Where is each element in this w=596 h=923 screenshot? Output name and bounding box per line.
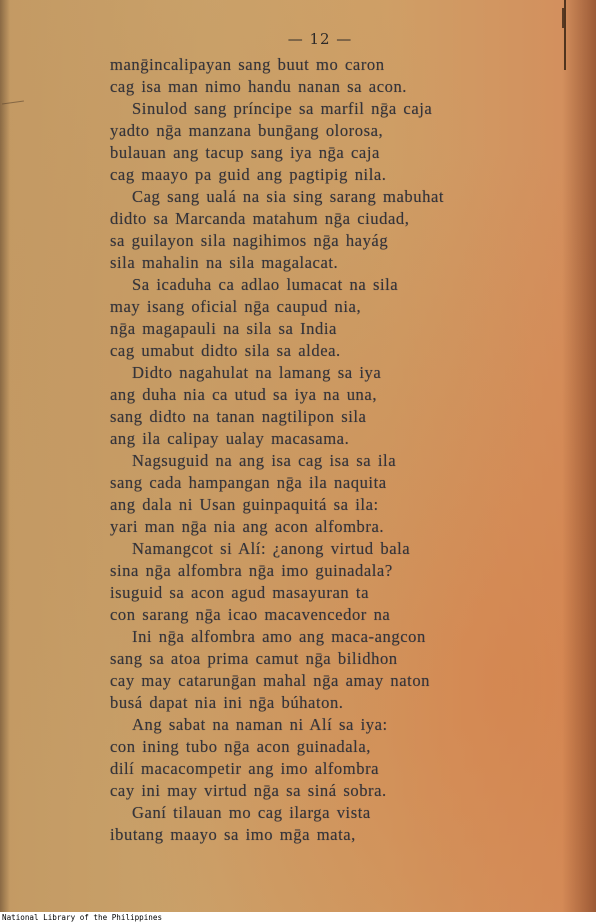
text-line: cay may catarunḡan mahal nḡa amay naton	[110, 671, 431, 690]
text-line: sila mahalin na sila magalacat.	[110, 253, 339, 272]
text-line: cag umabut didto sila sa aldea.	[110, 341, 341, 360]
text-line: Ganí tilauan mo cag ilarga vista	[132, 803, 371, 822]
text-line: busá dapat nia ini nḡa búhaton.	[110, 693, 344, 712]
text-line: sina nḡa alfombra nḡa imo guinadala?	[110, 561, 393, 580]
text-line: isuguid sa acon agud masayuran ta	[110, 583, 370, 602]
text-line: Ang sabat na naman ni Alí sa iya:	[132, 715, 388, 734]
text-line: Sa icaduha ca adlao lumacat na sila	[132, 275, 399, 294]
library-credit: National Library of the Philippines	[0, 912, 596, 923]
text-line: ang ila calipay ualay macasama.	[110, 429, 350, 448]
text-line: nḡa magapauli na sila sa India	[110, 319, 337, 338]
text-line: Sinulod sang príncipe sa marfil nḡa caja	[132, 99, 433, 118]
text-line: Nagsuguid na ang isa cag isa sa ila	[132, 451, 397, 470]
text-line: Cag sang ualá na sia sing sarang mabuhat	[132, 187, 445, 206]
text-line: didto sa Marcanda matahum nḡa ciudad,	[110, 209, 410, 228]
text-line: dilí macacompetir ang imo alfombra	[110, 759, 380, 778]
text-line: Ini nḡa alfombra amo ang maca-angcon	[132, 627, 426, 646]
text-line: sang cada hampangan nḡa ila naquita	[110, 473, 387, 492]
text-line: ang duha nia ca utud sa iya na una,	[110, 385, 378, 404]
text-line: bulauan ang tacup sang iya nḡa caja	[110, 143, 380, 162]
text-line: sa guilayon sila nagihimos nḡa hayág	[110, 231, 389, 250]
poem-text	[110, 54, 550, 846]
text-line: ang dala ni Usan guinpaquitá sa ila:	[110, 495, 379, 514]
text-line: con sarang nḡa icao macavencedor na	[110, 605, 391, 624]
text-line: Namangcot si Alí: ¿anong virtud bala	[132, 539, 411, 558]
text-line: con ining tubo nḡa acon guinadala,	[110, 737, 371, 756]
text-line: cag maayo pa guid ang pagtipig nila.	[110, 165, 387, 184]
text-line: may isang oficial nḡa caupud nia,	[110, 297, 362, 316]
text-line: yari man nḡa nia ang acon alfombra.	[110, 517, 385, 536]
binding-mark	[562, 8, 572, 28]
text-line: cag isa man nimo handu nanan sa acon.	[110, 77, 407, 96]
text-line: yadto nḡa manzana bunḡang olorosa,	[110, 121, 384, 140]
text-line: manḡincalipayan sang buut mo caron	[110, 55, 385, 74]
text-line: cay ini may virtud nḡa sa siná sobra.	[110, 781, 387, 800]
text-line: sang sa atoa prima camut nḡa bilidhon	[110, 649, 398, 668]
margin-mark	[2, 100, 24, 104]
text-line: Didto nagahulat na lamang sa iya	[132, 363, 382, 382]
text-line: ibutang maayo sa imo mḡa mata,	[110, 825, 356, 844]
text-line: sang didto na tanan nagtilipon sila	[110, 407, 367, 426]
page-number: — 12 —	[287, 30, 353, 48]
page-shadow	[562, 0, 596, 912]
